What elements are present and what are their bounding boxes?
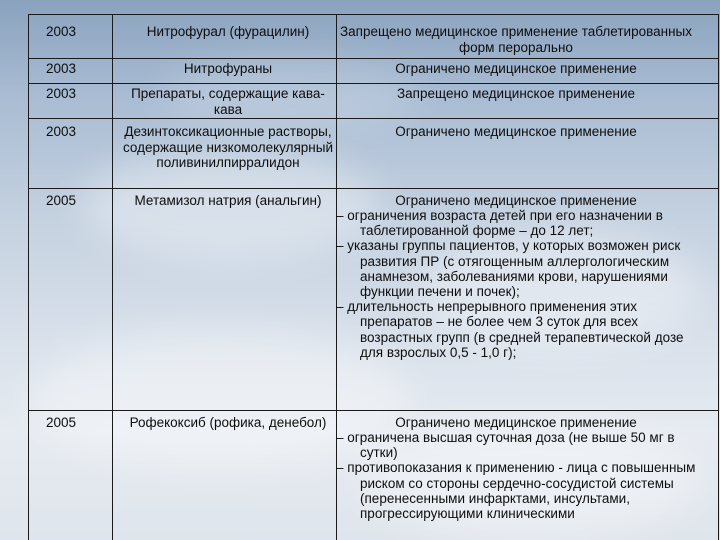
row-divider (28, 188, 718, 189)
drug-name-cell: Нитрофурал (фурацилин) (146, 24, 310, 39)
restriction-detail-item: – противопоказания к применению - лица с повышенным риском со стороны сердечно-сосудистой системы (перенесенными инфарктами, инсультами, прогрессирующими клиническими (336, 460, 696, 522)
table-border-top (28, 14, 718, 15)
column-divider (112, 14, 113, 540)
year-cell: 2003 (46, 61, 77, 76)
row-divider (28, 83, 718, 84)
decision-cell: Запрещено медицинское применение таблетированных форм перорально (340, 24, 692, 55)
row-divider (28, 410, 718, 411)
restriction-details (336, 208, 706, 360)
restriction-detail-item: – длительность непрерывного применения этих препаратов – не более чем 3 суток для всех возрастных групп (в средней терапевтической дозе для взрослых 0,5 - 1,0 г); (336, 299, 684, 360)
row-divider (28, 118, 718, 119)
column-divider (718, 14, 719, 540)
decision-cell: Ограничено медицинское применение (395, 61, 637, 76)
year-cell: 2003 (46, 86, 77, 101)
decision-cell: Запрещено медицинское применение (397, 86, 635, 101)
decision-cell: Ограничено медицинское применение (395, 124, 637, 139)
decision-cell: Ограничено медицинское применение (395, 415, 637, 430)
restriction-detail-item: – указаны группы пациентов, у которых возможен риск развития ПР (с отягощенным аллергологическим анамнезом, заболеваниями крови, нарушениями функции печени и почек); (336, 238, 681, 300)
year-cell: 2003 (46, 124, 77, 139)
restriction-detail-item: – ограничена высшая суточная доза (не выше 50 мг в сутки) (336, 430, 675, 461)
restriction-detail-item: – ограничения возраста детей при его назначении в таблетированной форме – до 12 лет; (336, 208, 663, 239)
year-cell: 2005 (46, 193, 77, 208)
year-cell: 2005 (46, 415, 77, 430)
drug-name-cell: Препараты, содержащие кава-кава (131, 86, 325, 117)
drug-name-cell: Нитрофураны (183, 61, 273, 76)
year-cell: 2003 (46, 24, 77, 39)
drug-name-cell: Дезинтоксикационные растворы, содержащие низкомолекулярный поливинилпирралидон (123, 124, 333, 170)
row-divider (28, 58, 718, 59)
decision-cell: Ограничено медицинское применение (395, 193, 637, 208)
column-divider (28, 14, 29, 540)
drug-name-cell: Рофекоксиб (рофика, денебол) (129, 415, 327, 430)
drug-name-cell: Метамизол натрия (анальгин) (134, 193, 322, 208)
restriction-details (336, 430, 706, 521)
